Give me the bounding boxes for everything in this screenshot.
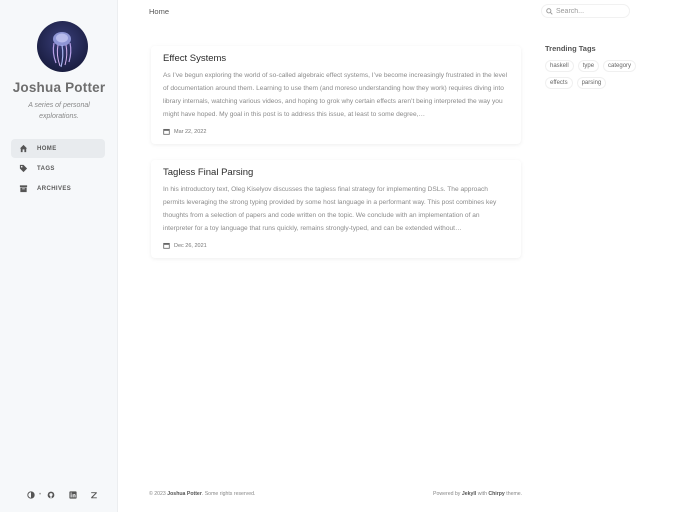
chirpy-link[interactable]: Chirpy — [488, 491, 505, 497]
breadcrumb[interactable]: Home — [149, 7, 170, 16]
avatar[interactable] — [37, 21, 88, 72]
site-subtitle: A series of personal explorations. — [28, 102, 90, 120]
footer-powered-by — [433, 491, 522, 497]
home-icon — [18, 144, 28, 154]
tag-icon — [18, 164, 28, 174]
copyright-suffix: . Some rights reserved. — [201, 491, 256, 497]
sidebar-item-archives[interactable] — [11, 179, 105, 198]
search-icon — [546, 8, 553, 15]
sidebar-item-label: HOME — [37, 145, 57, 152]
tag-type[interactable]: type — [578, 60, 599, 72]
post-title[interactable]: Tagless Final Parsing — [163, 167, 254, 178]
github-icon[interactable] — [46, 490, 56, 500]
tag-haskell[interactable]: haskell — [545, 60, 574, 72]
powered-suffix: theme. — [504, 491, 523, 497]
copyright-name-link[interactable]: Joshua Potter — [167, 491, 202, 497]
sidebar — [0, 0, 118, 512]
zotero-icon[interactable] — [89, 490, 99, 500]
sidebar-item-label: ARCHIVES — [37, 185, 72, 192]
post-card[interactable] — [151, 46, 521, 144]
copyright-prefix: © 2023 — [149, 491, 168, 497]
calendar-icon — [163, 128, 170, 135]
tag-category[interactable]: category — [603, 60, 636, 72]
post-card[interactable] — [151, 160, 521, 258]
trending-tags-title: Trending Tags — [545, 44, 596, 53]
powered-with: with — [476, 491, 489, 497]
linkedin-icon[interactable] — [68, 490, 78, 500]
separator-dot: • — [39, 492, 42, 498]
sidebar-item-home[interactable] — [11, 139, 105, 158]
jekyll-link[interactable]: Jekyll — [461, 491, 477, 497]
search-box[interactable] — [541, 4, 630, 18]
tag-effects[interactable]: effects — [545, 77, 573, 89]
post-date: Dec 26, 2021 — [174, 242, 207, 249]
post-title[interactable]: Effect Systems — [163, 53, 227, 64]
post-meta — [163, 128, 509, 135]
sidebar-item-tags[interactable] — [11, 159, 105, 178]
footer-copyright — [149, 491, 255, 497]
powered-prefix: Powered by — [433, 491, 462, 497]
calendar-icon — [163, 242, 170, 249]
post-meta — [163, 242, 509, 249]
sidebar-item-label: TAGS — [37, 165, 55, 172]
post-excerpt: As I’ve begun exploring the world of so-called algebraic effect systems, I’ve become increasingly frustrated in the level of documentation around them. Learning to use them (and moreso understanding how they work) requires diving into library internals, watching various videos, and hoping to grok why certain effects aren’t being interpreted the way you might have hoped. My goal in this post is to address this issue, at least to some degree,… — [163, 72, 508, 118]
site-title[interactable]: Joshua Potter — [12, 80, 106, 95]
jellyfish-icon — [37, 21, 88, 72]
post-date: Mar 22, 2022 — [174, 128, 207, 135]
search-input[interactable] — [556, 8, 626, 15]
sidebar-nav — [11, 139, 105, 199]
theme-toggle-icon[interactable] — [26, 490, 36, 500]
tag-parsing[interactable]: parsing — [577, 77, 607, 89]
archive-icon — [18, 184, 28, 194]
sidebar-bottom-links — [26, 490, 106, 500]
post-excerpt: In his introductory text, Oleg Kiselyov discusses the tagless final strategy for implementing DSLs. The approach permits leveraging the strong typing provided by some host language in a performant way. This post combines key thoughts from a selection of papers and code written on the topic. We conclude with an implementation of an interpreter for a toy language that runs quickly, remains strongly-typed, and can be extended without… — [163, 186, 497, 232]
trending-tags — [545, 60, 645, 94]
